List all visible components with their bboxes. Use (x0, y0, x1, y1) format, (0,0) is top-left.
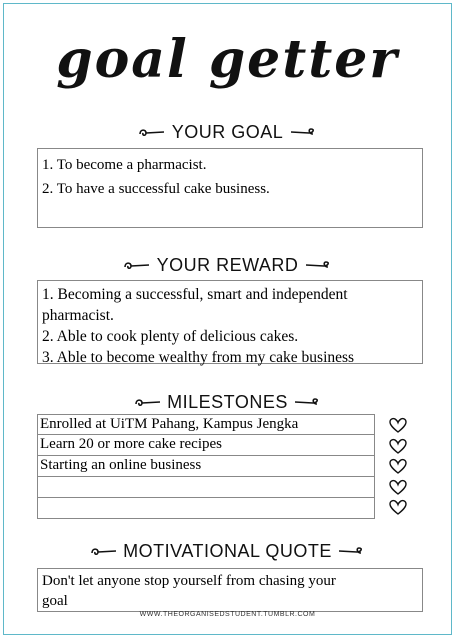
milestone-row[interactable] (37, 498, 375, 519)
heart-icon[interactable] (389, 438, 407, 454)
reward-box[interactable] (37, 280, 423, 364)
goal-box[interactable] (37, 148, 423, 228)
swirl-icon (339, 544, 365, 558)
reward-heading (4, 252, 451, 276)
goal-heading (4, 119, 451, 143)
swirl-icon (138, 125, 164, 139)
milestone-row[interactable]: Learn 20 or more cake recipes (37, 435, 375, 456)
quote-box[interactable] (37, 568, 423, 612)
quote-line-1: Don't let anyone stop yourself from chasing your (42, 573, 336, 589)
milestones-heading-text: MILESTONES (167, 392, 288, 413)
heart-icon[interactable] (389, 458, 407, 474)
quote-line-2: goal (42, 593, 68, 609)
quote-heading-text: MOTIVATIONAL QUOTE (123, 541, 332, 562)
heart-icon[interactable] (389, 499, 407, 515)
swirl-icon (134, 395, 160, 409)
goal-line-2: 2. To have a successful cake business. (42, 181, 270, 197)
swirl-icon (291, 125, 317, 139)
milestone-row[interactable]: Starting an online business (37, 456, 375, 477)
quote-heading (4, 538, 451, 562)
reward-heading-text: YOUR REWARD (156, 255, 299, 276)
reward-line-1: 1. Becoming a successful, smart and independent (42, 286, 348, 303)
swirl-icon (90, 544, 116, 558)
heart-icon[interactable] (389, 479, 407, 495)
swirl-icon (306, 258, 332, 272)
reward-line-2: pharmacist. (42, 307, 114, 324)
planner-page (3, 3, 452, 635)
footer-url: WWW.THEORGANISEDSTUDENT.TUMBLR.COM (139, 611, 316, 618)
page-title: goal getter (56, 29, 399, 90)
milestone-checkboxes (389, 417, 411, 520)
goal-heading-text: YOUR GOAL (171, 122, 284, 143)
swirl-icon (295, 395, 321, 409)
reward-line-3: 2. Able to cook plenty of delicious cakes. (42, 328, 299, 345)
reward-line-4: 3. Able to become wealthy from my cake business (42, 349, 355, 366)
milestone-row[interactable]: Enrolled at UiTM Pahang, Kampus Jengka (37, 414, 375, 435)
milestones-table (37, 414, 375, 519)
goal-line-1: 1. To become a pharmacist. (42, 157, 207, 173)
heart-icon[interactable] (389, 417, 407, 433)
swirl-icon (123, 258, 149, 272)
milestone-row[interactable] (37, 477, 375, 498)
milestones-heading (4, 389, 451, 413)
